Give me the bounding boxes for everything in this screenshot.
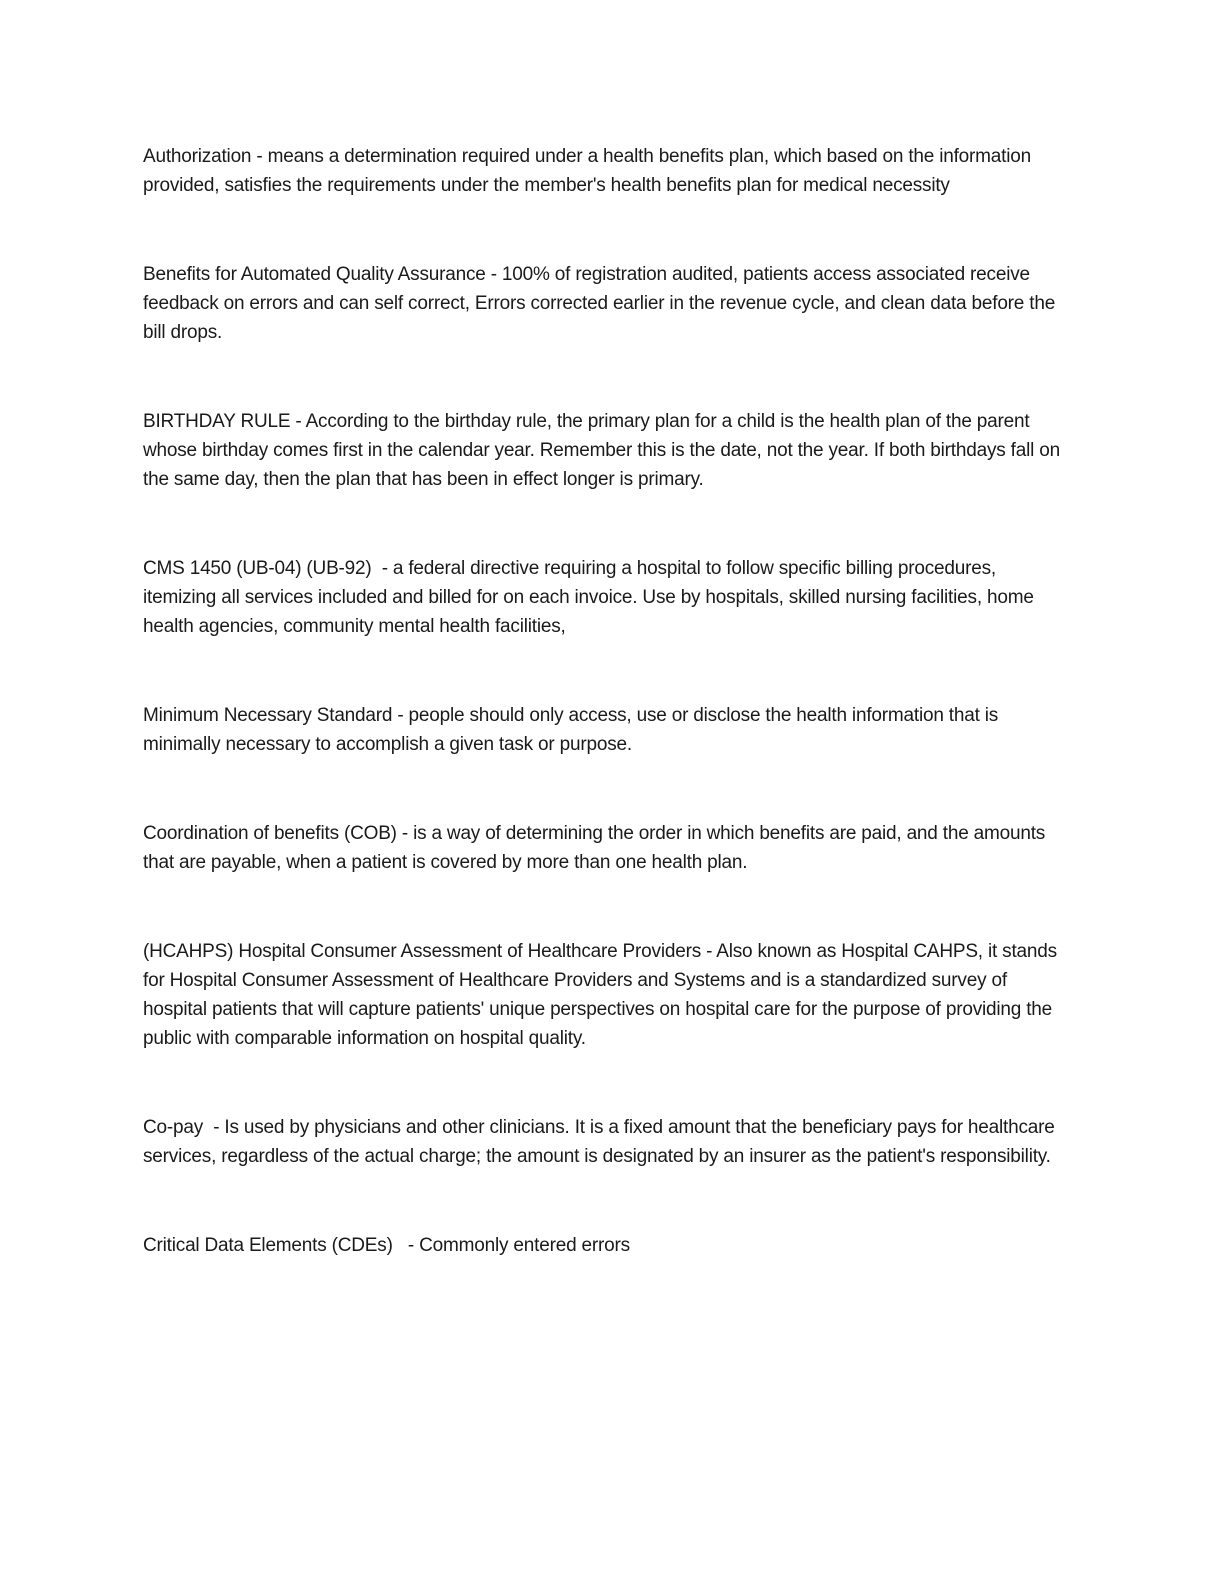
definition-minimum-necessary-standard: Minimum Necessary Standard - people should only access, use or disclose the health information that is minimally necessary to accomplish a given task or purpose.	[143, 705, 1004, 755]
definition-automated-quality-assurance: Benefits for Automated Quality Assurance - 100% of registration audited, patients access associated receive feedback on errors and can self correct, Errors corrected earlier in the revenue cycle, and clean data before the bill drops.	[143, 264, 1061, 343]
definition-hcahps: (HCAHPS) Hospital Consumer Assessment of Healthcare Providers - Also known as Hospital CAHPS, it stands for Hospital Consumer Assessment of Healthcare Providers and Systems and is a standardized survey of hospital patients that will capture patients' unique perspectives on hospital care for the purpose of providing the public with comparable information on hospital quality.	[143, 941, 1063, 1049]
definition-co-pay: Co-pay - Is used by physicians and other clinicians. It is a fixed amount that the beneficiary pays for healthcare services, regardless of the actual charge; the amount is designated by an insurer as the patient's responsibility.	[143, 1117, 1060, 1167]
definition-authorization: Authorization - means a determination required under a health benefits plan, which based on the information provided, satisfies the requirements under the member's health benefits plan for medical necessity	[143, 146, 1037, 196]
definition-birthday-rule: BIRTHDAY RULE - According to the birthday rule, the primary plan for a child is the health plan of the parent whose birthday comes first in the calendar year. Remember this is the date, not the year. If both birthdays fall on the same day, then the plan that has been in effect longer is primary.	[143, 411, 1066, 490]
definition-coordination-of-benefits: Coordination of benefits (COB) - is a way of determining the order in which benefits are paid, and the amounts that are payable, when a patient is covered by more than one health plan.	[143, 823, 1051, 873]
definition-cms-1450: CMS 1450 (UB-04) (UB-92) - a federal directive requiring a hospital to follow specific billing procedures, itemizing all services included and billed for on each invoice. Use by hospitals, skilled nursing facilities, home health agencies, community mental health facilities,	[143, 558, 1039, 637]
definition-critical-data-elements: Critical Data Elements (CDEs) - Commonly entered errors	[143, 1235, 630, 1256]
document-body	[143, 142, 1066, 1260]
